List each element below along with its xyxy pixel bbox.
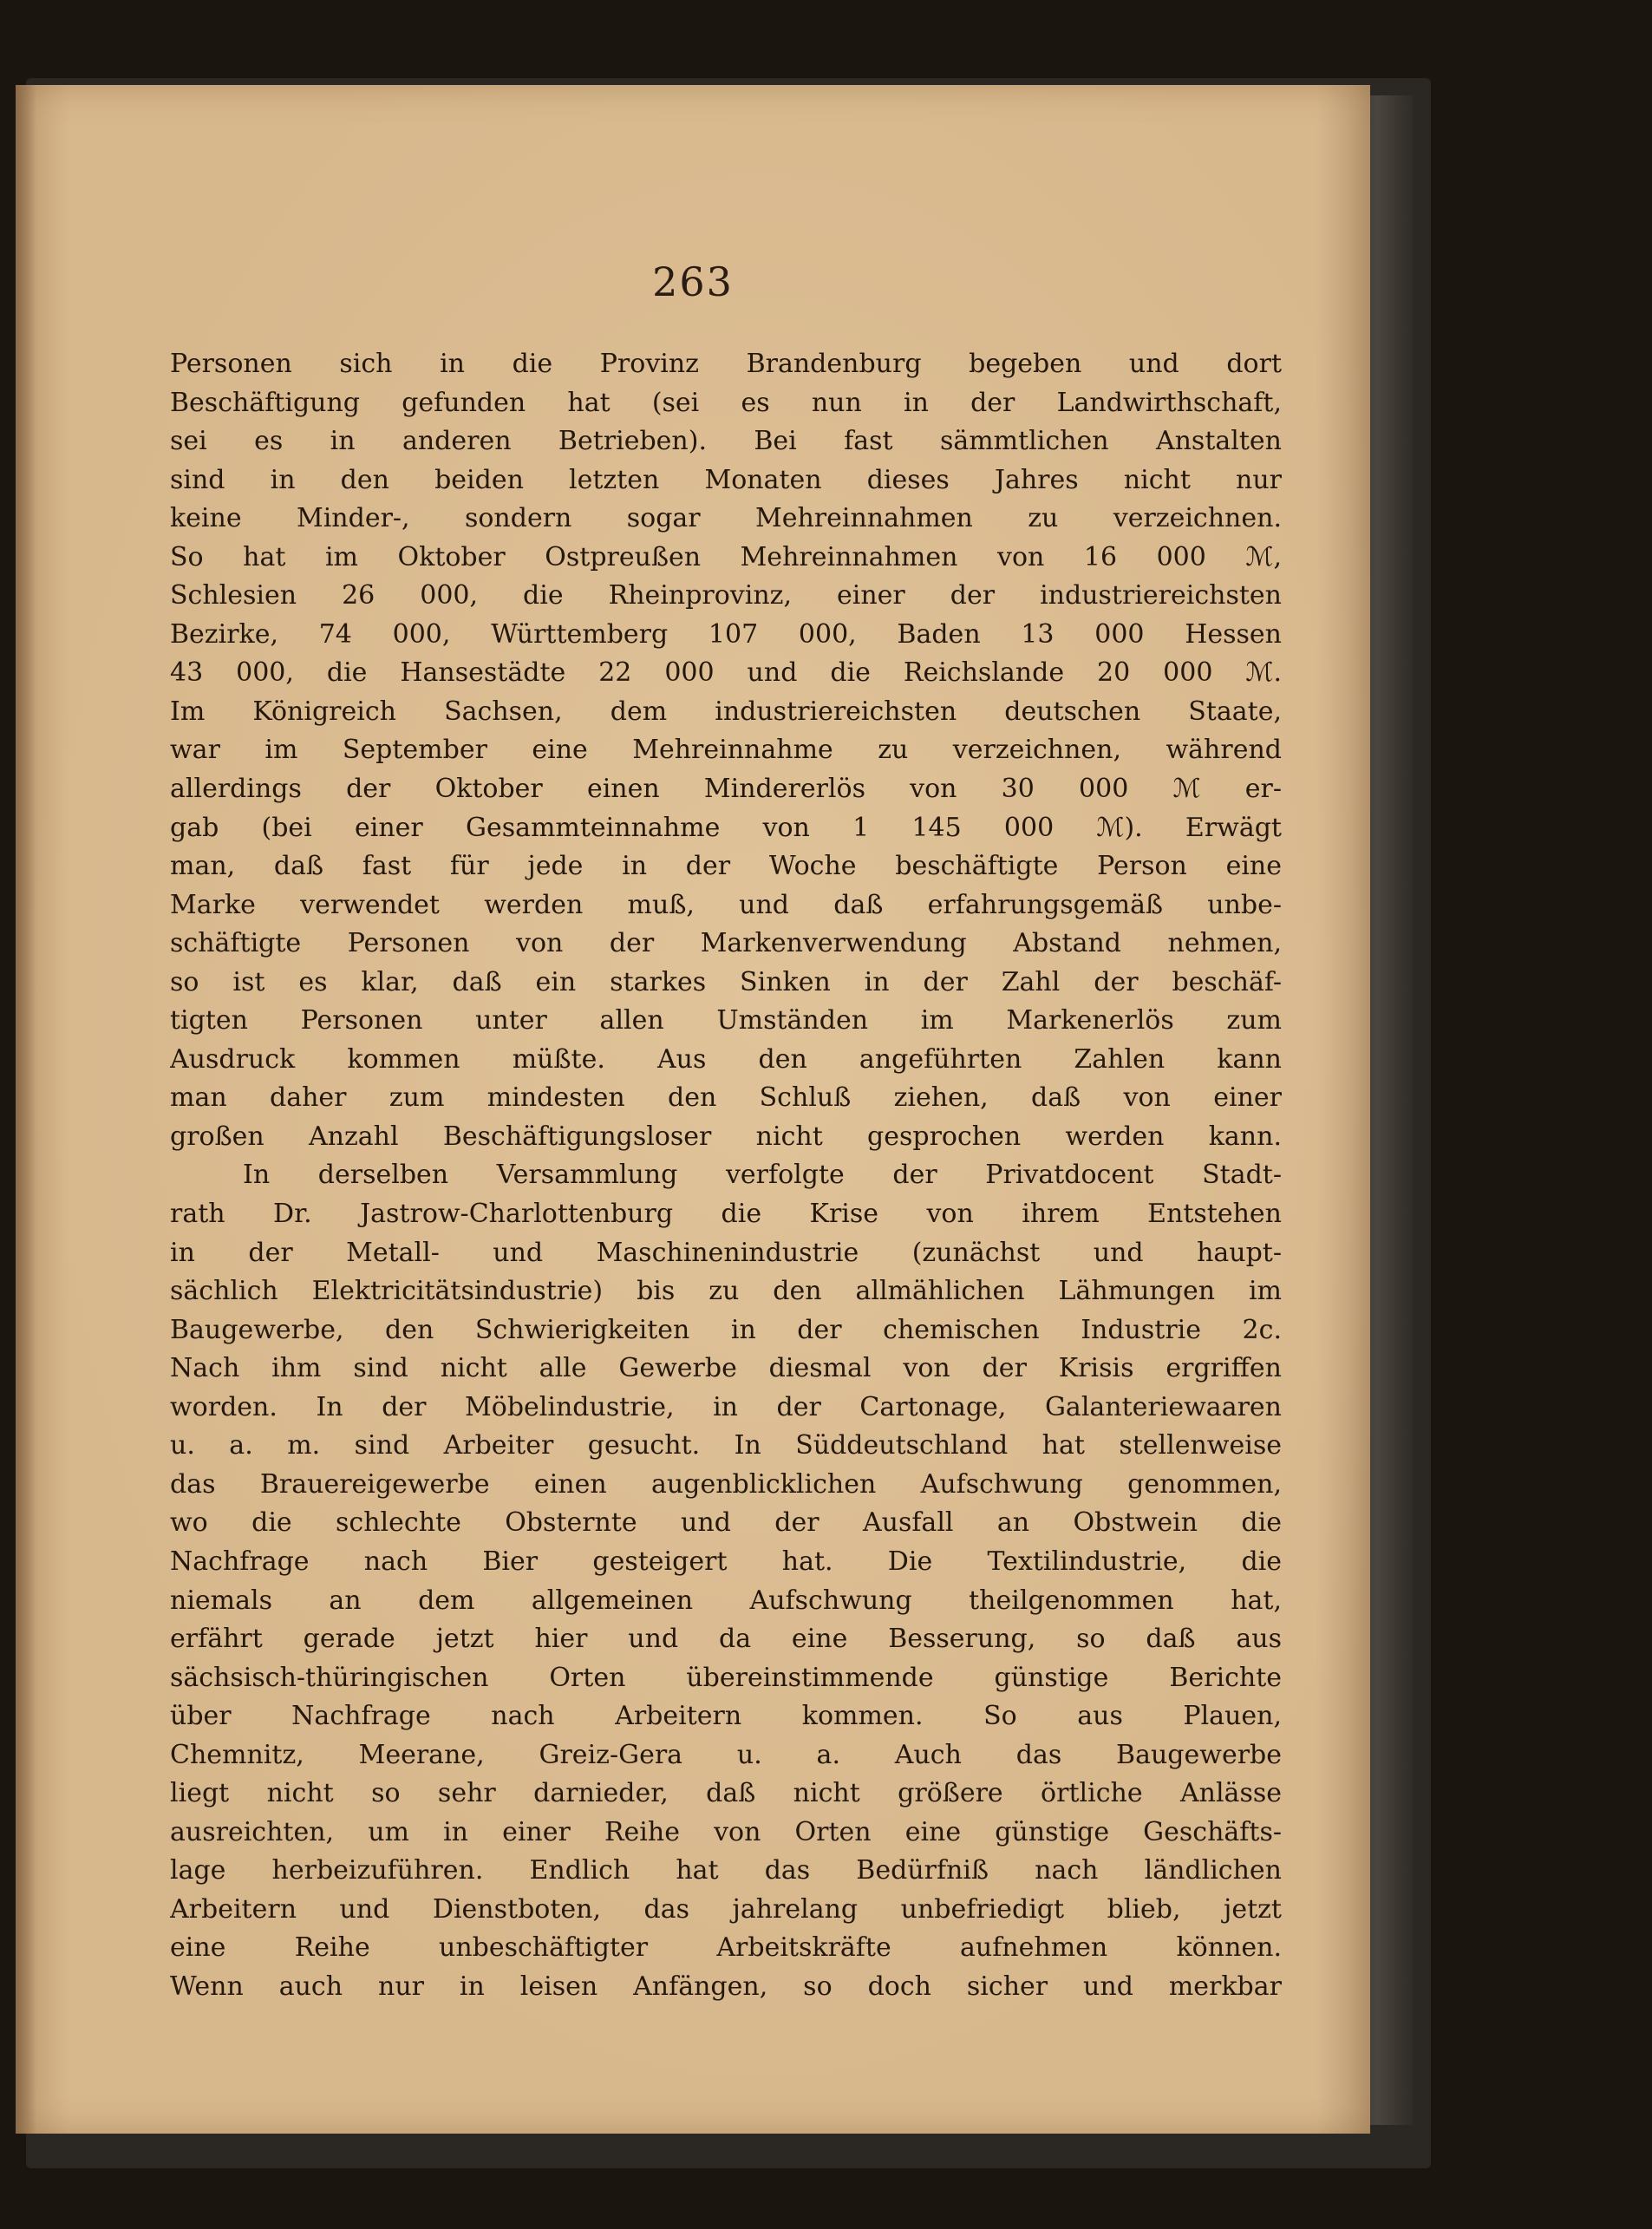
- text-line: wo die schlechte Obsternte und der Ausfall an Obstwein die: [170, 1507, 1282, 1539]
- text-line: schäftigte Personen von der Markenverwendung Abstand nehmen,: [170, 928, 1282, 959]
- text-line: allerdings der Oktober einen Mindererlös von 30 000 ℳ er-: [170, 774, 1282, 805]
- text-line: Marke verwendet werden muß, und daß erfahrungsgemäß unbe-: [170, 889, 1282, 920]
- text-line: rath Dr. Jastrow-Charlottenburg die Krise von ihrem Entstehen: [170, 1199, 1282, 1230]
- text-line: sei es in anderen Betrieben). Bei fast sämmtlichen Anstalten: [170, 426, 1282, 457]
- text-line: tigten Personen unter allen Umständen im Markenerlös zum: [170, 1005, 1282, 1036]
- text-line: Arbeitern und Dienstboten, das jahrelang unbefriedigt blieb, jetzt: [170, 1893, 1282, 1925]
- text-line: gab (bei einer Gesammteinnahme von 1 145 000 ℳ). Erwägt: [170, 812, 1282, 843]
- text-line: Schlesien 26 000, die Rheinprovinz, einer der industriereichsten: [170, 580, 1282, 611]
- text-line: war im September eine Mehreinnahme zu verzeichnen, während: [170, 735, 1282, 766]
- text-line: erfährt gerade jetzt hier und da eine Besserung, so daß aus: [170, 1624, 1282, 1655]
- text-line: Chemnitz, Meerane, Greiz-Gera u. a. Auch das Baugewerbe: [170, 1739, 1282, 1770]
- text-line: niemals an dem allgemeinen Aufschwung theilgenommen hat,: [170, 1585, 1282, 1616]
- text-line: eine Reihe unbeschäftigter Arbeitskräfte aufnehmen können.: [170, 1932, 1282, 1964]
- text-line: keine Minder-, sondern sogar Mehreinnahmen zu verzeichnen.: [170, 503, 1282, 534]
- text-line: man, daß fast für jede in der Woche beschäftigte Person eine: [170, 851, 1282, 882]
- text-line: Baugewerbe, den Schwierigkeiten in der chemischen Industrie 2c.: [170, 1314, 1282, 1345]
- text-line: Wenn auch nur in leisen Anfängen, so doch sicher und merkbar: [170, 1971, 1282, 2002]
- text-line: sind in den beiden letzten Monaten dieses Jahres nicht nur: [170, 464, 1282, 495]
- text-line: Bezirke, 74 000, Württemberg 107 000, Baden 13 000 Hessen: [170, 618, 1282, 650]
- text-line: Nach ihm sind nicht alle Gewerbe diesmal von der Krisis ergriffen: [170, 1353, 1282, 1384]
- text-line: u. a. m. sind Arbeiter gesucht. In Süddeutschland hat stellenweise: [170, 1430, 1282, 1461]
- text-line: 43 000, die Hansestädte 22 000 und die Reichslande 20 000 ℳ.: [170, 657, 1282, 689]
- page-gutter-shadow: [16, 85, 36, 2134]
- text-line: sächlich Elektricitätsindustrie) bis zu den allmählichen Lähmungen im: [170, 1276, 1282, 1307]
- page-number: 263: [652, 258, 734, 305]
- text-line: in der Metall- und Maschinenindustrie (zunächst und haupt-: [170, 1237, 1282, 1268]
- text-line: ausreichten, um in einer Reihe von Orten eine günstige Geschäfts-: [170, 1816, 1282, 1847]
- text-line: großen Anzahl Beschäftigungsloser nicht gesprochen werden kann.: [170, 1121, 1282, 1152]
- text-line: sächsisch-thüringischen Orten übereinstimmende günstige Berichte: [170, 1662, 1282, 1693]
- text-line: das Brauereigewerbe einen augenblicklichen Aufschwung genommen,: [170, 1468, 1282, 1500]
- text-line: über Nachfrage nach Arbeitern kommen. So aus Plauen,: [170, 1701, 1282, 1732]
- text-line: Personen sich in die Provinz Brandenburg begeben und dort: [170, 349, 1282, 379]
- text-line: Im Königreich Sachsen, dem industriereichsten deutschen Staate,: [170, 696, 1282, 727]
- text-line: So hat im Oktober Ostpreußen Mehreinnahmen von 16 000 ℳ,: [170, 541, 1282, 572]
- text-line: lage herbeizuführen. Endlich hat das Bedürfniß nach ländlichen: [170, 1855, 1282, 1886]
- text-line: In derselben Versammlung verfolgte der Privatdocent Stadt-: [243, 1160, 1282, 1191]
- text-line: Beschäftigung gefunden hat (sei es nun in der Landwirthschaft,: [170, 387, 1282, 418]
- body-text: [170, 345, 1282, 2007]
- text-line: man daher zum mindesten den Schluß ziehen, daß von einer: [170, 1082, 1282, 1114]
- text-line: liegt nicht so sehr darnieder, daß nicht größere örtliche Anlässe: [170, 1778, 1282, 1809]
- book-page: [16, 85, 1370, 2134]
- text-line: worden. In der Möbelindustrie, in der Cartonage, Galanteriewaaren: [170, 1391, 1282, 1422]
- text-line: so ist es klar, daß ein starkes Sinken in der Zahl der beschäf-: [170, 966, 1282, 997]
- text-line: Ausdruck kommen müßte. Aus den angeführten Zahlen kann: [170, 1043, 1282, 1075]
- text-line: Nachfrage nach Bier gesteigert hat. Die Textilindustrie, die: [170, 1546, 1282, 1577]
